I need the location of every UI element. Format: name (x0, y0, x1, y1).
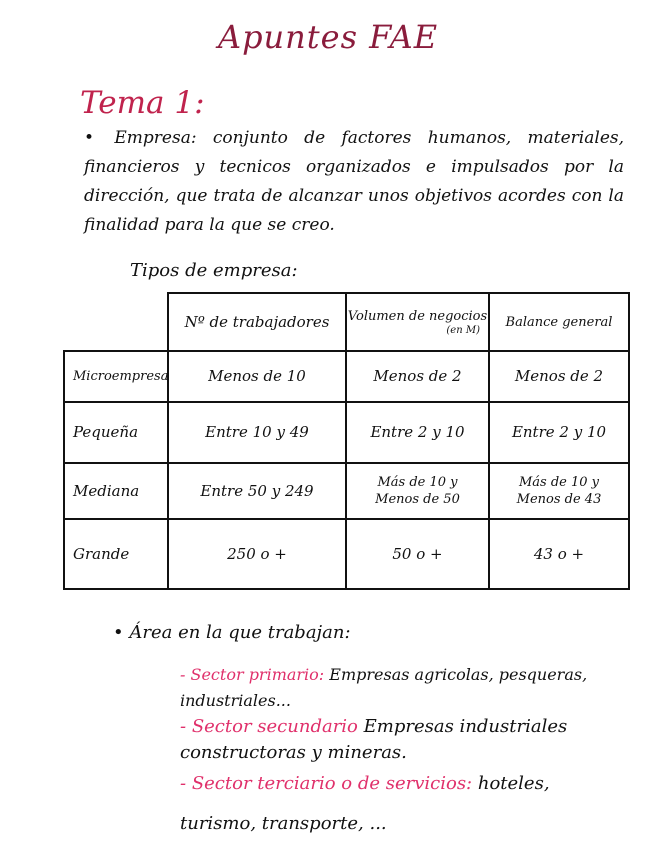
header-workers: Nº de trabajadores (184, 312, 330, 331)
sector-dash: - (180, 773, 187, 794)
cell-volume: Menos de 2 (373, 367, 462, 385)
company-types-label: Tipos de empresa: (130, 260, 298, 281)
bullet: • (84, 128, 95, 148)
sector-description: hoteles, turismo, transporte, ... (180, 773, 550, 834)
cell-volume: 50 o + (392, 544, 443, 563)
cell-workers: Entre 50 y 249 (200, 481, 314, 500)
topic-heading: Tema 1: (80, 85, 205, 121)
area-label (113, 622, 351, 643)
sector-name: Sector secundario (191, 716, 358, 737)
header-volume-unit: (en M) (446, 325, 480, 336)
sector-tertiary (180, 764, 600, 844)
cell-workers: Entre 10 y 49 (205, 423, 309, 441)
area-label-text: Área en la que trabajan: (129, 622, 351, 643)
cell-workers: Menos de 10 (208, 367, 306, 385)
cell-volume: Entre 2 y 10 (370, 423, 465, 441)
sector-primary (180, 662, 600, 714)
row-label: Pequeña (73, 423, 139, 441)
table-line (628, 292, 630, 590)
sector-dash: - (180, 665, 186, 684)
cell-volume: Más de 10 y Menos de 50 (375, 475, 460, 507)
cell-balance: Más de 10 y Menos de 43 (516, 475, 602, 507)
row-label: Microempresa (73, 369, 169, 384)
cell-balance: Menos de 2 (514, 367, 604, 385)
cell-balance: Entre 2 y 10 (511, 423, 607, 441)
definition-term: Empresa: (114, 128, 197, 148)
sector-secondary (180, 714, 600, 766)
row-label: Grande (73, 544, 130, 563)
sector-name: Sector terciario o de servicios: (191, 773, 473, 794)
row-label: Mediana (73, 481, 140, 500)
sector-dash: - (180, 716, 187, 737)
company-definition (84, 124, 624, 240)
header-volume (347, 294, 488, 350)
bullet: • (113, 622, 124, 643)
page-title: Apuntes FAE (217, 18, 439, 56)
sector-description: Empresas industriales constructoras y mineras. (180, 716, 568, 763)
cell-balance: 43 o + (533, 544, 585, 563)
header-balance: Balance general (505, 314, 613, 330)
cell-workers: 250 o + (227, 544, 287, 563)
sector-description: Empresas agricolas, pesqueras, industriales... (180, 665, 588, 710)
definition-text: conjunto de factores humanos, materiales, financieros y tecnicos organizados e impulsados por la dirección, que trata de alcanzar unos objetivos acordes con la finalidad para la que se creo. (84, 128, 625, 235)
sector-name: Sector primario: (190, 665, 325, 684)
header-volume-label: Volumen de negocios (347, 309, 488, 324)
